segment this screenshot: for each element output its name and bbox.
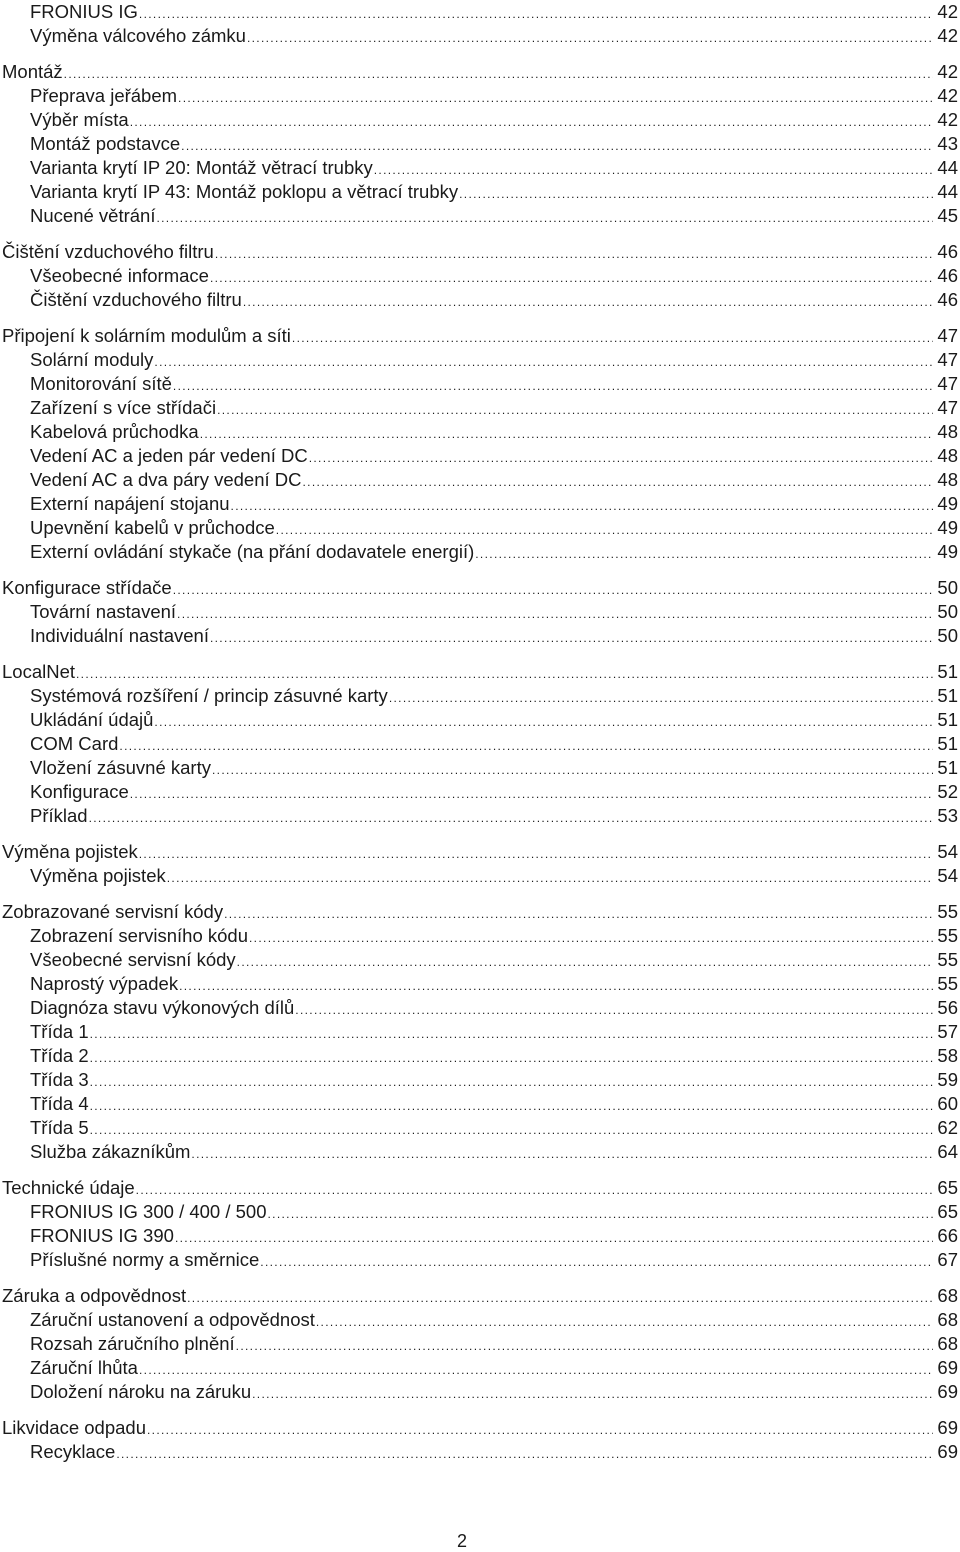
toc-dot-leader bbox=[181, 132, 933, 156]
toc-dot-leader bbox=[215, 240, 934, 264]
toc-subsection-entry[interactable] bbox=[0, 1020, 958, 1044]
toc-dot-leader bbox=[90, 1068, 934, 1092]
toc-dot-leader bbox=[200, 420, 934, 444]
toc-entry-title: Přeprava jeřábem bbox=[30, 85, 178, 106]
toc-entry-title: Recyklace bbox=[30, 1441, 116, 1462]
toc-entry-title: Služba zákazníkům bbox=[30, 1141, 191, 1162]
toc-entry-page-number: 49 bbox=[937, 541, 958, 562]
toc-dot-leader bbox=[139, 1356, 933, 1380]
toc-entry-title: Čištění vzduchového filtru bbox=[2, 241, 214, 262]
toc-entry-page-number: 57 bbox=[937, 1021, 958, 1042]
toc-dot-leader bbox=[156, 204, 933, 228]
toc-entry-title: Zařízení s více střídači bbox=[30, 397, 217, 418]
toc-subsection-entry[interactable] bbox=[0, 996, 958, 1020]
toc-dot-leader bbox=[260, 1248, 933, 1272]
toc-dot-leader bbox=[116, 1440, 933, 1464]
toc-entry-page-number: 55 bbox=[937, 949, 958, 970]
toc-entry-title: Diagnóza stavu výkonových dílů bbox=[30, 997, 295, 1018]
toc-dot-leader bbox=[276, 516, 934, 540]
toc-entry-title: FRONIUS IG 390 bbox=[30, 1225, 174, 1246]
toc-entry-page-number: 47 bbox=[937, 397, 958, 418]
toc-entry-page-number: 69 bbox=[937, 1441, 958, 1462]
toc-entry-title: Konfigurace bbox=[30, 781, 129, 802]
toc-entry-title: Třída 1 bbox=[30, 1021, 89, 1042]
toc-entry-title: Ukládání údajů bbox=[30, 709, 154, 730]
toc-subsection-entry[interactable] bbox=[0, 1224, 958, 1248]
toc-subsection-entry[interactable] bbox=[0, 348, 958, 372]
toc-dot-leader bbox=[217, 396, 933, 420]
toc-subsection-entry[interactable] bbox=[0, 180, 958, 204]
toc-entry-page-number: 68 bbox=[937, 1333, 958, 1354]
toc-subsection-entry[interactable] bbox=[0, 972, 958, 996]
toc-entry-title: Záruční lhůta bbox=[30, 1357, 138, 1378]
toc-entry-page-number: 53 bbox=[937, 805, 958, 826]
toc-entry-page-number: 51 bbox=[937, 757, 958, 778]
toc-dot-leader bbox=[179, 972, 933, 996]
toc-subsection-entry[interactable] bbox=[0, 1092, 958, 1116]
toc-entry-title: LocalNet bbox=[2, 661, 76, 682]
toc-subsection-entry[interactable] bbox=[0, 756, 958, 780]
toc-dot-leader bbox=[475, 540, 933, 564]
toc-section-entry[interactable] bbox=[0, 660, 958, 684]
toc-entry-title: Příklad bbox=[30, 805, 88, 826]
toc-entry-page-number: 42 bbox=[937, 61, 958, 82]
toc-entry-page-number: 49 bbox=[937, 493, 958, 514]
toc-subsection-entry[interactable] bbox=[0, 1044, 958, 1068]
toc-entry-page-number: 65 bbox=[937, 1201, 958, 1222]
page-number: 2 bbox=[456, 1531, 467, 1551]
toc-entry-page-number: 66 bbox=[937, 1225, 958, 1246]
toc-entry-page-number: 56 bbox=[937, 997, 958, 1018]
toc-subsection-entry[interactable] bbox=[0, 948, 958, 972]
toc-entry-title: Konfigurace střídače bbox=[2, 577, 172, 598]
toc-entry-page-number: 68 bbox=[937, 1285, 958, 1306]
toc-entry-page-number: 69 bbox=[937, 1417, 958, 1438]
toc-entry-title: Externí ovládání stykače (na přání dodavatele energií) bbox=[30, 541, 475, 562]
toc-entry-page-number: 69 bbox=[937, 1357, 958, 1378]
toc-subsection-entry[interactable] bbox=[0, 1308, 958, 1332]
toc-entry-title: Likvidace odpadu bbox=[2, 1417, 146, 1438]
toc-entry-page-number: 42 bbox=[937, 109, 958, 130]
toc-subsection-entry[interactable] bbox=[0, 264, 958, 288]
toc-entry-page-number: 51 bbox=[937, 661, 958, 682]
toc-dot-leader bbox=[76, 660, 933, 684]
toc-entry-title: COM Card bbox=[30, 733, 119, 754]
toc-entry-page-number: 44 bbox=[937, 157, 958, 178]
toc-dot-leader bbox=[175, 1224, 933, 1248]
toc-subsection-entry[interactable] bbox=[0, 864, 958, 888]
toc-dot-leader bbox=[64, 60, 934, 84]
toc-entry-title: Varianta krytí IP 43: Montáž poklopu a větrací trubky bbox=[30, 181, 459, 202]
toc-subsection-entry[interactable] bbox=[0, 0, 958, 24]
toc-entry-page-number: 46 bbox=[937, 289, 958, 310]
toc-dot-leader bbox=[243, 288, 934, 312]
toc-entry-page-number: 46 bbox=[937, 265, 958, 286]
toc-dot-leader bbox=[90, 1044, 934, 1068]
toc-entry-page-number: 62 bbox=[937, 1117, 958, 1138]
toc-subsection-entry[interactable] bbox=[0, 420, 958, 444]
toc-subsection-entry[interactable] bbox=[0, 156, 958, 180]
toc-entry-title: Varianta krytí IP 20: Montáž větrací trubky bbox=[30, 157, 373, 178]
toc-entry-title: Zobrazení servisního kódu bbox=[30, 925, 249, 946]
toc-section-entry[interactable] bbox=[0, 240, 958, 264]
toc-subsection-entry[interactable] bbox=[0, 924, 958, 948]
toc-section-entry[interactable] bbox=[0, 324, 958, 348]
toc-entry-title: Třída 4 bbox=[30, 1093, 89, 1114]
toc-entry-page-number: 48 bbox=[937, 421, 958, 442]
toc-subsection-entry[interactable] bbox=[0, 732, 958, 756]
toc-entry-page-number: 51 bbox=[937, 685, 958, 706]
toc-entry-title: Výměna válcového zámku bbox=[30, 25, 246, 46]
toc-subsection-entry[interactable] bbox=[0, 1380, 958, 1404]
toc-entry-title: Externí napájení stojanu bbox=[30, 493, 230, 514]
toc-dot-leader bbox=[237, 948, 934, 972]
toc-entry-title: Všeobecné servisní kódy bbox=[30, 949, 236, 970]
toc-entry-title: Nucené větrání bbox=[30, 205, 156, 226]
toc-dot-leader bbox=[191, 1140, 933, 1164]
toc-dot-leader bbox=[90, 1092, 934, 1116]
toc-entry-page-number: 46 bbox=[937, 241, 958, 262]
toc-subsection-entry[interactable] bbox=[0, 288, 958, 312]
toc-dot-leader bbox=[303, 468, 934, 492]
toc-entry-title: Výběr místa bbox=[30, 109, 129, 130]
toc-section-entry[interactable] bbox=[0, 1284, 958, 1308]
toc-subsection-entry[interactable] bbox=[0, 84, 958, 108]
toc-dot-leader bbox=[177, 600, 933, 624]
toc-entry-title: Zobrazované servisní kódy bbox=[2, 901, 224, 922]
toc-subsection-entry[interactable] bbox=[0, 1116, 958, 1140]
toc-dot-leader bbox=[178, 84, 933, 108]
toc-entry-title: Výměna pojistek bbox=[2, 841, 138, 862]
toc-dot-leader bbox=[173, 372, 934, 396]
toc-dot-leader bbox=[249, 924, 933, 948]
toc-dot-leader bbox=[268, 1200, 934, 1224]
toc-dot-leader bbox=[210, 264, 933, 288]
toc-subsection-entry[interactable] bbox=[0, 24, 958, 48]
toc-dot-leader bbox=[139, 840, 934, 864]
toc-subsection-entry[interactable] bbox=[0, 444, 958, 468]
toc-dot-leader bbox=[89, 804, 934, 828]
toc-dot-leader bbox=[154, 348, 933, 372]
toc-entry-title: Individuální nastavení bbox=[30, 625, 209, 646]
toc-entry-title: Tovární nastavení bbox=[30, 601, 177, 622]
toc-dot-leader bbox=[139, 0, 934, 24]
toc-subsection-entry[interactable] bbox=[0, 1200, 958, 1224]
toc-dot-leader bbox=[187, 1284, 933, 1308]
toc-entry-title: Třída 3 bbox=[30, 1069, 89, 1090]
toc-subsection-entry[interactable] bbox=[0, 1248, 958, 1272]
toc-entry-page-number: 47 bbox=[937, 349, 958, 370]
toc-entry-page-number: 42 bbox=[937, 25, 958, 46]
toc-dot-leader bbox=[459, 180, 933, 204]
toc-subsection-entry[interactable] bbox=[0, 1140, 958, 1164]
toc-dot-leader bbox=[136, 1176, 934, 1200]
toc-section-entry[interactable] bbox=[0, 840, 958, 864]
toc-subsection-entry[interactable] bbox=[0, 372, 958, 396]
toc-entry-title: FRONIUS IG 300 / 400 / 500 bbox=[30, 1201, 267, 1222]
toc-entry-title: Monitorování sítě bbox=[30, 373, 172, 394]
toc-section-entry[interactable] bbox=[0, 1416, 958, 1440]
toc-section-entry[interactable] bbox=[0, 576, 958, 600]
toc-section-entry[interactable] bbox=[0, 60, 958, 84]
toc-entry-page-number: 68 bbox=[937, 1309, 958, 1330]
toc-entry-title: FRONIUS IG bbox=[30, 1, 138, 22]
toc-dot-leader bbox=[309, 444, 934, 468]
toc-subsection-entry[interactable] bbox=[0, 132, 958, 156]
toc-entry-title: Výměna pojistek bbox=[30, 865, 166, 886]
toc-dot-leader bbox=[292, 324, 934, 348]
toc-entry-page-number: 69 bbox=[937, 1381, 958, 1402]
toc-subsection-entry[interactable] bbox=[0, 468, 958, 492]
toc-dot-leader bbox=[119, 732, 933, 756]
toc-entry-page-number: 55 bbox=[937, 925, 958, 946]
toc-subsection-entry[interactable] bbox=[0, 1332, 958, 1356]
toc-entry-title: Montáž podstavce bbox=[30, 133, 181, 154]
toc-subsection-entry[interactable] bbox=[0, 624, 958, 648]
toc-subsection-entry[interactable] bbox=[0, 1356, 958, 1380]
toc-dot-leader bbox=[295, 996, 933, 1020]
toc-entry-page-number: 50 bbox=[937, 625, 958, 646]
toc-entry-title: Všeobecné informace bbox=[30, 265, 209, 286]
toc-entry-page-number: 55 bbox=[937, 901, 958, 922]
toc-entry-page-number: 54 bbox=[937, 865, 958, 886]
toc-entry-page-number: 67 bbox=[937, 1249, 958, 1270]
toc-subsection-entry[interactable] bbox=[0, 516, 958, 540]
toc-dot-leader bbox=[252, 1380, 933, 1404]
toc-entry-page-number: 54 bbox=[937, 841, 958, 862]
toc-subsection-entry[interactable] bbox=[0, 1068, 958, 1092]
toc-entry-page-number: 44 bbox=[937, 181, 958, 202]
toc-entry-page-number: 50 bbox=[937, 577, 958, 598]
toc-dot-leader bbox=[374, 156, 934, 180]
toc-entry-title: Třída 2 bbox=[30, 1045, 89, 1066]
toc-dot-leader bbox=[130, 780, 934, 804]
toc-entry-page-number: 42 bbox=[937, 85, 958, 106]
toc-entry-page-number: 45 bbox=[937, 205, 958, 226]
toc-entry-page-number: 51 bbox=[937, 709, 958, 730]
toc-dot-leader bbox=[247, 24, 933, 48]
toc-dot-leader bbox=[167, 864, 934, 888]
toc-entry-page-number: 58 bbox=[937, 1045, 958, 1066]
toc-section-entry[interactable] bbox=[0, 900, 958, 924]
toc-dot-leader bbox=[389, 684, 934, 708]
toc-entry-title: Vedení AC a jeden pár vedení DC bbox=[30, 445, 308, 466]
toc-entry-title: Naprostý výpadek bbox=[30, 973, 179, 994]
toc-dot-leader bbox=[90, 1116, 934, 1140]
toc-entry-page-number: 65 bbox=[937, 1177, 958, 1198]
toc-entry-page-number: 47 bbox=[937, 325, 958, 346]
toc-dot-leader bbox=[173, 576, 934, 600]
toc-subsection-entry[interactable] bbox=[0, 108, 958, 132]
toc-subsection-entry[interactable] bbox=[0, 708, 958, 732]
toc-entry-title: Systémová rozšíření / princip zásuvné karty bbox=[30, 685, 388, 706]
toc-dot-leader bbox=[316, 1308, 934, 1332]
toc-entry-page-number: 50 bbox=[937, 601, 958, 622]
toc-entry-title: Připojení k solárním modulům a síti bbox=[2, 325, 291, 346]
toc-entry-page-number: 55 bbox=[937, 973, 958, 994]
toc-dot-leader bbox=[90, 1020, 934, 1044]
toc-subsection-entry[interactable] bbox=[0, 1440, 958, 1464]
toc-entry-title: Technické údaje bbox=[2, 1177, 135, 1198]
toc-entry-title: Montáž bbox=[2, 61, 63, 82]
toc-subsection-entry[interactable] bbox=[0, 540, 958, 564]
toc-subsection-entry[interactable] bbox=[0, 780, 958, 804]
toc-entry-title: Rozsah záručního plnění bbox=[30, 1333, 235, 1354]
toc-entry-title: Solární moduly bbox=[30, 349, 154, 370]
toc-entry-page-number: 64 bbox=[937, 1141, 958, 1162]
toc-dot-leader bbox=[154, 708, 933, 732]
toc-entry-title: Čištění vzduchového filtru bbox=[30, 289, 242, 310]
toc-subsection-entry[interactable] bbox=[0, 684, 958, 708]
toc-entry-title: Vedení AC a dva páry vedení DC bbox=[30, 469, 302, 490]
toc-entry-page-number: 60 bbox=[937, 1093, 958, 1114]
toc-entry-page-number: 48 bbox=[937, 445, 958, 466]
toc-dot-leader bbox=[224, 900, 933, 924]
toc-dot-leader bbox=[231, 492, 934, 516]
toc-entry-page-number: 49 bbox=[937, 517, 958, 538]
toc-subsection-entry[interactable] bbox=[0, 492, 958, 516]
toc-entry-title: Doložení nároku na záruku bbox=[30, 1381, 252, 1402]
toc-subsection-entry[interactable] bbox=[0, 804, 958, 828]
toc-entry-page-number: 47 bbox=[937, 373, 958, 394]
toc-entry-title: Kabelová průchodka bbox=[30, 421, 199, 442]
toc-entry-title: Příslušné normy a směrnice bbox=[30, 1249, 260, 1270]
toc-dot-leader bbox=[130, 108, 934, 132]
toc-entry-title: Vložení zásuvné karty bbox=[30, 757, 211, 778]
toc-entry-page-number: 42 bbox=[937, 1, 958, 22]
toc-entry-page-number: 43 bbox=[937, 133, 958, 154]
toc-subsection-entry[interactable] bbox=[0, 600, 958, 624]
toc-entry-title: Záruční ustanovení a odpovědnost bbox=[30, 1309, 315, 1330]
toc-entry-page-number: 48 bbox=[937, 469, 958, 490]
toc-entry-title: Upevnění kabelů v průchodce bbox=[30, 517, 275, 538]
toc-entry-title: Třída 5 bbox=[30, 1117, 89, 1138]
toc-dot-leader bbox=[210, 624, 933, 648]
toc-section-entry[interactable] bbox=[0, 1176, 958, 1200]
toc-dot-leader bbox=[212, 756, 933, 780]
toc-entry-page-number: 52 bbox=[937, 781, 958, 802]
toc-entry-page-number: 51 bbox=[937, 733, 958, 754]
toc-entry-page-number: 59 bbox=[937, 1069, 958, 1090]
toc-dot-leader bbox=[147, 1416, 933, 1440]
toc-dot-leader bbox=[236, 1332, 934, 1356]
toc-subsection-entry[interactable] bbox=[0, 204, 958, 228]
toc-subsection-entry[interactable] bbox=[0, 396, 958, 420]
toc-entry-title: Záruka a odpovědnost bbox=[2, 1285, 187, 1306]
